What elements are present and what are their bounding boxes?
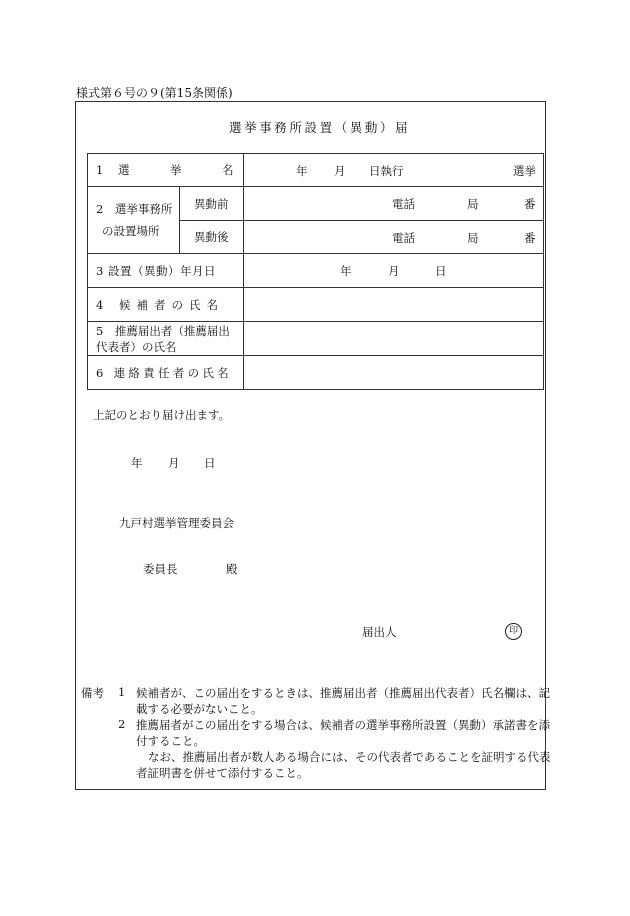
row-office-before xyxy=(88,187,544,221)
year-unit: 年 xyxy=(340,264,352,278)
label-char: 選 xyxy=(118,163,130,177)
note-text: なお、推薦届出者が数人ある場合には、その代表者であることを証明する代表 xyxy=(148,750,551,764)
month-unit: 月 xyxy=(334,164,346,178)
row-contact-person xyxy=(88,356,544,390)
day-held-unit: 日執行 xyxy=(369,164,404,178)
label-candidate-name: 4 候補者の氏名 xyxy=(88,288,244,322)
label-office-location xyxy=(88,187,180,254)
label-contact-person: 6 連絡責任者の氏名 xyxy=(88,356,244,390)
form-title: 選挙事務所設置（異動）届 xyxy=(229,120,411,135)
note-text: 者証明書を併せて添付すること。 xyxy=(136,766,309,780)
field-contact-person[interactable] xyxy=(244,356,544,390)
notes-heading: 備考 xyxy=(81,686,104,700)
note-text: 付すること。 xyxy=(136,734,205,748)
label-setup-date: 3 設置（異動）年月日 xyxy=(88,254,244,288)
note-text: 推薦届者がこの届出をする場合は、候補者の選挙事務所設置（異動）承諾書を添 xyxy=(136,718,550,732)
note-text: 候補者が、この届出をするときは、推薦届出者（推薦届出代表者）氏名欄は、記 xyxy=(136,686,550,700)
row-setup-date xyxy=(88,254,544,288)
field-office-after[interactable] xyxy=(244,221,544,254)
number-unit: 番 xyxy=(524,231,536,245)
phone-label: 電話 xyxy=(392,231,415,245)
form-number-label: 様式第６号の９(第15条関係) xyxy=(76,86,233,100)
label-before: 異動前 xyxy=(180,187,244,221)
label-recommender-name xyxy=(88,322,244,356)
date-month: 月 xyxy=(168,456,180,470)
date-year: 年 xyxy=(131,456,143,470)
field-recommender-name[interactable] xyxy=(244,322,544,356)
chairperson: 委員長 xyxy=(143,562,178,576)
label-election-name xyxy=(88,154,244,187)
field-election-name[interactable] xyxy=(244,154,544,187)
label-char: 挙 xyxy=(170,163,182,177)
label-line: 代表者）の氏名 xyxy=(96,339,177,354)
seal-mark-icon: 印 xyxy=(505,623,522,640)
phone-label: 電話 xyxy=(392,197,415,211)
row-election-name xyxy=(88,154,544,187)
form-table xyxy=(87,153,544,390)
note-number: 2 xyxy=(118,717,126,731)
year-unit: 年 xyxy=(296,164,308,178)
note-text: 載する必要がないこと。 xyxy=(136,702,263,716)
month-unit: 月 xyxy=(388,264,400,278)
election-suffix: 選挙 xyxy=(513,164,536,178)
row-candidate-name xyxy=(88,288,544,322)
label-line: 2 選挙事務所 xyxy=(96,202,173,216)
addressee: 九戸村選挙管理委員会 xyxy=(119,516,234,530)
date-day: 日 xyxy=(204,456,216,470)
field-setup-date[interactable] xyxy=(244,254,544,288)
label-line: 5 推薦届出者（推薦届出 xyxy=(96,323,230,338)
day-unit: 日 xyxy=(435,264,447,278)
exchange-unit: 局 xyxy=(467,231,479,245)
label-char: 名 xyxy=(222,163,234,177)
number-unit: 番 xyxy=(524,197,536,211)
field-office-before[interactable] xyxy=(244,187,544,221)
honorific: 殿 xyxy=(226,562,238,576)
note-number: 1 xyxy=(118,685,126,699)
row-number: 1 xyxy=(96,163,104,177)
label-line: の設置場所 xyxy=(102,224,160,238)
row-recommender-name xyxy=(88,322,544,356)
field-candidate-name[interactable] xyxy=(244,288,544,322)
exchange-unit: 局 xyxy=(467,197,479,211)
label-after: 異動後 xyxy=(180,221,244,254)
submitter-label: 届出人 xyxy=(362,625,397,639)
statement: 上記のとおり届け出ます。 xyxy=(93,408,231,422)
